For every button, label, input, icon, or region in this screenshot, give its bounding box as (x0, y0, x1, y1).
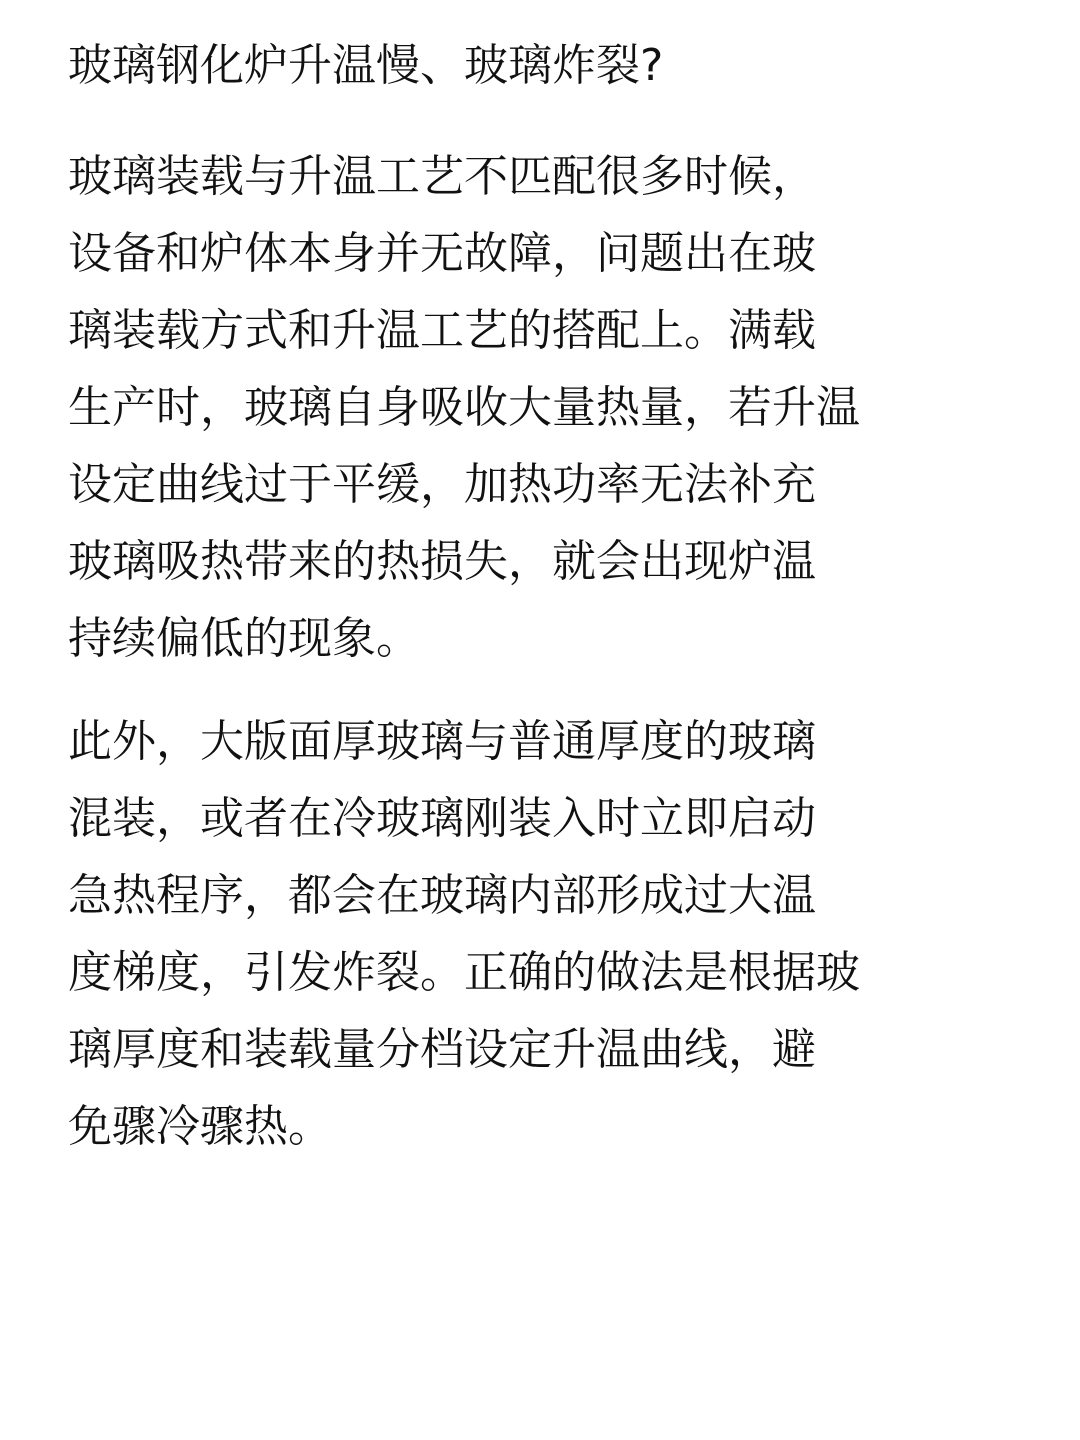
paragraph-1-line-7: 持续偏低的现象。 (68, 613, 420, 664)
paragraph-1-line-2: 设备和炉体本身并无故障，问题出在玻 (68, 228, 816, 279)
paragraph-2 (68, 703, 1016, 1165)
paragraph-1-line-1: 玻璃装载与升温工艺不匹配很多时候， (68, 151, 816, 202)
paragraph-1-line-3: 璃装载方式和升温工艺的搭配上。满载 (68, 305, 816, 356)
paragraph-2-line-3: 急热程序，都会在玻璃内部形成过大温 (68, 870, 816, 921)
paragraph-1-line-5: 设定曲线过于平缓，加热功率无法补充 (68, 459, 816, 510)
paragraph-2-line-6: 免骤冷骤热。 (68, 1101, 332, 1152)
paragraph-2-line-4: 度梯度，引发炸裂。正确的做法是根据玻 (68, 947, 860, 998)
paragraph-1-line-4: 生产时，玻璃自身吸收大量热量，若升温 (68, 382, 860, 433)
paragraph-2-line-1: 此外，大版面厚玻璃与普通厚度的玻璃 (68, 716, 816, 767)
paragraph-2-line-2: 混装，或者在冷玻璃刚装入时立即启动 (68, 793, 816, 844)
article-title: 玻璃钢化炉升温慢、玻璃炸裂? (68, 40, 664, 91)
paragraph-1-line-6: 玻璃吸热带来的热损失，就会出现炉温 (68, 536, 816, 587)
paragraph-1 (68, 138, 1016, 677)
paragraph-2-line-5: 璃厚度和装载量分档设定升温曲线，避 (68, 1024, 816, 1075)
